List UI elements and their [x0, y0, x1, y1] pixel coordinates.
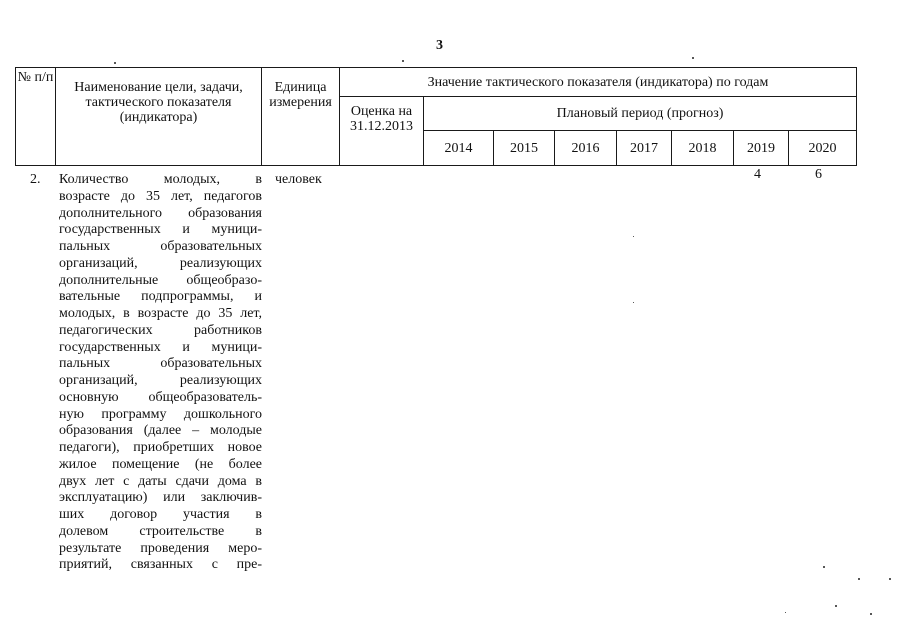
row-name-line: государственных и муници- [59, 222, 262, 238]
header-unit: Единица измерения [262, 68, 340, 166]
indicator-table [15, 67, 857, 166]
header-year: 2019 [734, 131, 789, 166]
row-name-line: жилое помещение (не более [59, 456, 262, 472]
scan-speck [402, 60, 404, 62]
row-name-line: дополнительные общеобразо- [59, 272, 262, 288]
row-name-line: эксплуатацию) или заключив- [59, 490, 262, 506]
row-name-line: молодых, в возрасте до 35 лет, [59, 306, 262, 321]
scan-speck [823, 566, 825, 568]
header-values-title: Значение тактического показателя (индикатора) по годам [340, 68, 857, 97]
header-year: 2020 [789, 131, 857, 166]
header-name: Наименование цели, задачи, тактического показателя (индикатора) [56, 68, 262, 166]
scan-speck [114, 62, 116, 64]
scan-speck [692, 57, 694, 59]
header-year: 2018 [672, 131, 734, 166]
row-name-line: государственных и муници- [59, 339, 262, 355]
row-name-line: приятий, связанных с пре- [59, 557, 262, 573]
row-name-line: ших договор участия в [59, 507, 262, 522]
scan-speck [785, 612, 786, 613]
row-name-line: организаций, реализующих [59, 255, 262, 271]
header-year: 2016 [555, 131, 617, 166]
row-name-line: педагогических работников [59, 322, 262, 338]
row-name-line: долевом строительстве в [59, 523, 262, 539]
header-year: 2017 [617, 131, 672, 166]
row-indicator-name [59, 172, 262, 574]
row-name-line: Количество молодых, в [59, 172, 262, 187]
row-name-line: пальных образовательных [59, 356, 262, 372]
scan-speck [633, 236, 634, 237]
row-name-line: образования (далее – молодые [59, 423, 262, 439]
row-value-2019: 4 [754, 167, 761, 182]
scan-speck [870, 613, 872, 615]
row-name-line: ную программу дошкольного [59, 406, 262, 422]
row-value-2020: 6 [815, 167, 822, 182]
row-name-line: результате проведения меро- [59, 540, 262, 556]
page-number: 3 [436, 38, 443, 53]
row-unit: человек [275, 172, 322, 187]
row-name-line: педагоги), приобретших новое [59, 440, 262, 455]
row-name-line: пальных образовательных [59, 239, 262, 254]
scan-speck [858, 578, 860, 580]
header-estimate: Оценка на 31.12.2013 [340, 97, 424, 166]
scan-speck [889, 578, 891, 580]
row-name-line: дополнительного образования [59, 205, 262, 221]
row-name-line: организаций, реализующих [59, 373, 262, 388]
header-num: № п/п [16, 68, 56, 166]
row-name-line: возрасте до 35 лет, педагогов [59, 188, 262, 204]
row-name-line: двух лет с даты сдачи дома в [59, 473, 262, 489]
scan-speck [633, 302, 634, 303]
row-number: 2. [30, 172, 41, 187]
header-planned-title: Плановый период (прогноз) [424, 97, 857, 131]
row-name-line: основную общеобразователь- [59, 389, 262, 405]
row-name-line: вательные подпрограммы, и [59, 289, 262, 305]
scan-speck [835, 605, 837, 607]
header-year: 2015 [494, 131, 555, 166]
header-year: 2014 [424, 131, 494, 166]
